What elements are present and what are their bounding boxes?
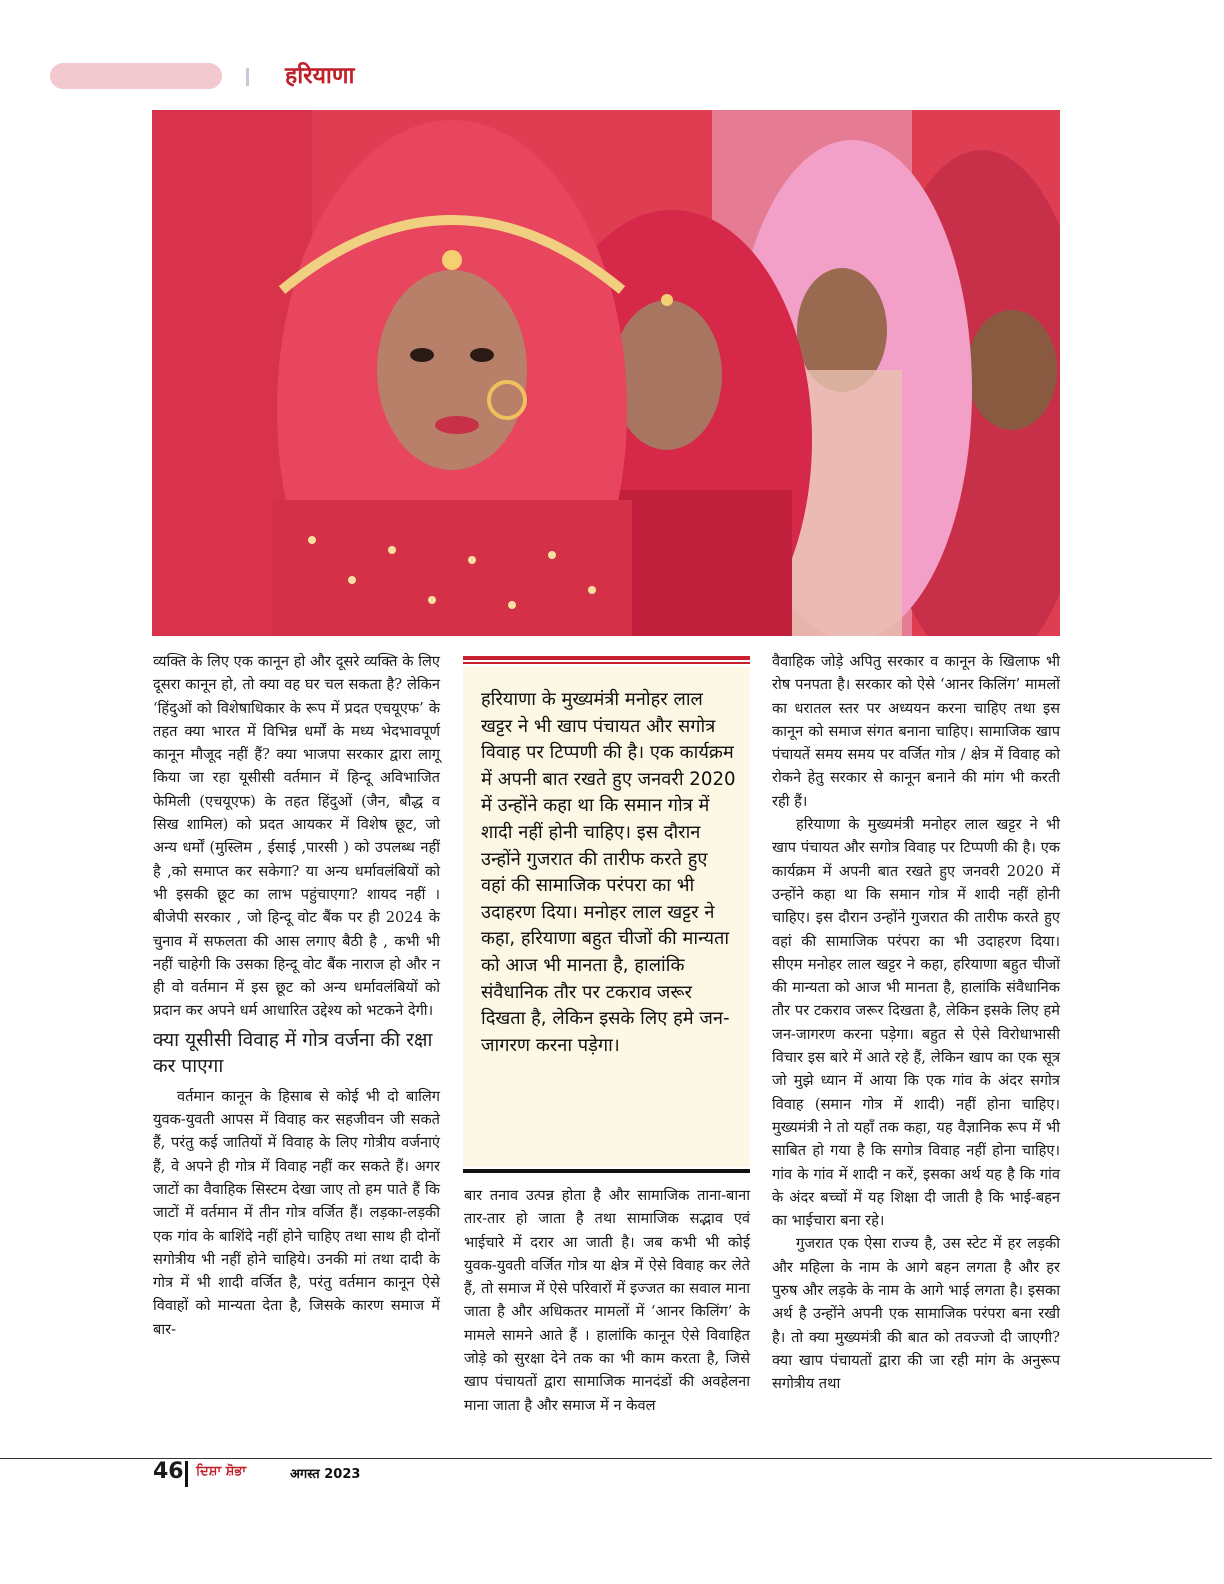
issue-date: अगस्त 2023 [290,1467,361,1482]
column-3-paragraph: वैवाहिक जोड़े अपितु सरकार व कानून के खिलाफ भी रोष पनपता है। सरकार को ऐसे ‘आनर किलिंग’ मामलों का धरातल स्तर पर अध्ययन करना चाहिए तथा इस कानून को समाज संगत बनाना चाहिए। सामाजिक खाप पंचायतें समय समय पर वर्जित गोत्र / क्षेत्र में विवाह को रोकने हेतु सरकार से कानून बनाने की मांग भी करती रही हैं। [772,653,1060,810]
footer-bar [185,1461,188,1487]
column-2 [464,1184,750,1417]
pullquote-rule-top-thin [463,662,750,664]
column-1 [153,650,440,1341]
column-3-paragraph: गुजरात एक ऐसा राज्य है, उस स्टेट में हर लड़की और महिला के नाम के आगे बहन लगता है और हर पुरुष और लड़के के नाम के आगे भाई लगता है। इसका अर्थ है उन्होंने अपनी एक सामाजिक परंपरा बना रखी है। तो क्या मुख्यमंत्री की बात को तवज्जो दी जाएगी? क्या खाप पंचायतों द्वारा की जा रही मांग के अनुरूप सगोत्रीय तथा [772,1235,1060,1393]
brides-photo [152,110,1060,636]
column-1-paragraph: वर्तमान कानून के हिसाब से कोई भी दो बालिग युवक-युवती आपस में विवाह कर सहजीवन जी सकते हैं, परंतु कई जातियों में विवाह के लिए गोत्रीय वर्जनाएं हैं, वे अपने ही गोत्र में विवाह नहीं कर सकते हैं। अगर जाटों का वैवाहिक सिस्टम देखा जाए तो हम पाते हैं कि जाटों में वर्तमान में तीन गोत्र वर्जित हैं। लड़का-लड़की एक गांव के बाशिंदे नहीं होने चाहिए तथा साथ ही दोनों सगोत्रीय भी नहीं होने चाहिये। उनकी मां तथा दादी के गोत्र में भी शादी वर्जित है, परंतु वर्तमान कानून ऐसे विवाहों को मान्यता देता है, जिसके कारण समाज में बार- [153,1087,440,1338]
pullquote-rule-bottom [463,1169,750,1173]
column-1-paragraph: व्यक्ति के लिए एक कानून हो और दूसरे व्यक्ति के लिए दूसरा कानून हो, तो क्या वह घर चल सकता है? लेकिन ‘हिंदुओं को विशेषाधिकार के रूप में प्रदत एचयूएफ’ के तहत क्या भारत में विभिन्न धर्मों के मध्य भेदभावपूर्ण कानून मौजूद नहीं हैं? क्या भाजपा सरकार द्वारा लागू किया जा रहा यूसीसी वर्तमान में हिन्दू अविभाजित फेमिली (एचयूएफ) के तहत हिंदुओं (जैन, बौद्ध व सिख शामिल) को प्रदत आयकर में विशेष छूट, जो अन्य धर्मों (मुस्लिम , ईसाई ,पारसी ) को उपलब्ध नहीं है ,को समाप्त कर सकेगा? या अन्य धर्मावलंबियों को भी इसकी छूट का लाभ पहुंचाएगा? शायद नहीं । बीजेपी सरकार , जो हिन्दू वोट बैंक पर ही 2024 के चुनाव में सफलता की आस लगाए बैठी है , कभी भी नहीं चाहेगी कि उसका हिन्दू वोट बैंक नाराज हो और न ही वो वर्तमान में इस छूट को अन्य धर्मावलंबियों को प्रदान कर अपने धर्म आधारित उद्देश्य को भटकने देगी। [153,653,440,1020]
brides-photo-icon [152,110,1060,636]
section-divider [246,68,249,86]
page-number: 46 [153,1459,184,1484]
column-3 [772,650,1060,1396]
column-3-paragraph: हरियाणा के मुख्यमंत्री मनोहर लाल खट्टर ने भी खाप पंचायत और सगोत्र विवाह पर टिप्पणी की है। एक कार्यक्रम में अपनी बात रखते हुए जनवरी 2020 में उन्होंने कहा था कि समान गोत्र में शादी नहीं होनी चाहिए। इस दौरान उन्होंने गुजरात की तारीफ करते हुए वहां की सामाजिक परंपरा का भी उदाहरण दिया। सीएम मनोहर लाल खट्टर ने कहा, हरियाणा बहुत चीजों की मान्यता को आज भी मानता है, हालांकि संवैधानिक तौर पर टकराव जरूर दिखता है, लेकिन इसके लिए हमे जन-जागरण करना पड़ेगा। बहुत से ऐसे विरोधाभासी विचार इस बारे में आते रहे हैं, लेकिन खाप का एक सूत्र जो मुझे ध्यान में आया कि एक गांव के अंदर सगोत्र विवाह (समान गोत्र में शादी) नहीं होना चाहिए। मुख्यमंत्री ने तो यहाँ तक कहा, यह वैज्ञानिक रूप में भी साबित हो गया है कि सगोत्र विवाह नहीं होना चाहिए। गांव के गांव में शादी न करें, इसका अर्थ यह है कि गांव के अंदर बच्चों में यह शिक्षा दी जाती है कि भाई-बहन का भाईचारा बना रहे। [772,816,1060,1230]
section-label: हरियाणा [285,63,355,89]
magazine-name: ਦਿਸ਼ਾ ਸ਼ੋਭਾ [196,1464,247,1479]
pullquote-rule-top [463,656,750,660]
section-pill [50,63,222,89]
subheading: क्या यूसीसी विवाह में गोत्र वर्जना की रक्षा कर पाएगा [153,1028,433,1077]
column-2-paragraph: बार तनाव उत्पन्न होता है और सामाजिक ताना-बाना तार-तार हो जाता है तथा सामाजिक सद्भाव एवं भाईचारे में दरार आ जाती है। जब कभी भी कोई युवक-युवती वर्जित गोत्र या क्षेत्र में ऐसे विवाह कर लेते हैं, तो समाज में ऐसे परिवारों में इज्जत का सवाल माना जाता है और अधिकतर मामलों में ‘आनर किलिंग’ के मामले सामने आते हैं । हालांकि कानून ऐसे विवाहित जोड़े को सुरक्षा देने तक का भी काम करता है, जिसे खाप पंचायतों द्वारा सामाजिक मानदंडों की अवहेलना माना जाता है और समाज में न केवल [464,1187,750,1414]
pullquote: हरियाणा के मुख्यमंत्री मनोहर लाल खट्टर ने भी खाप पंचायत और सगोत्र विवाह पर टिप्पणी की है। एक कार्यक्रम में अपनी बात रखते हुए जनवरी 2020 में उन्होंने कहा था कि समान गोत्र में शादी नहीं होनी चाहिए। इस दौरान उन्होंने गुजरात की तारीफ करते हुए वहां की सामाजिक परंपरा का भी उदाहरण दिया। मनोहर लाल खट्टर ने कहा, हरियाणा बहुत चीजों की मान्यता को आज भी मानता है, हालांकि संवैधानिक तौर पर टकराव जरूर दिखता है, लेकिन इसके लिए हमे जन-जागरण करना पड़ेगा। [463,667,750,1167]
